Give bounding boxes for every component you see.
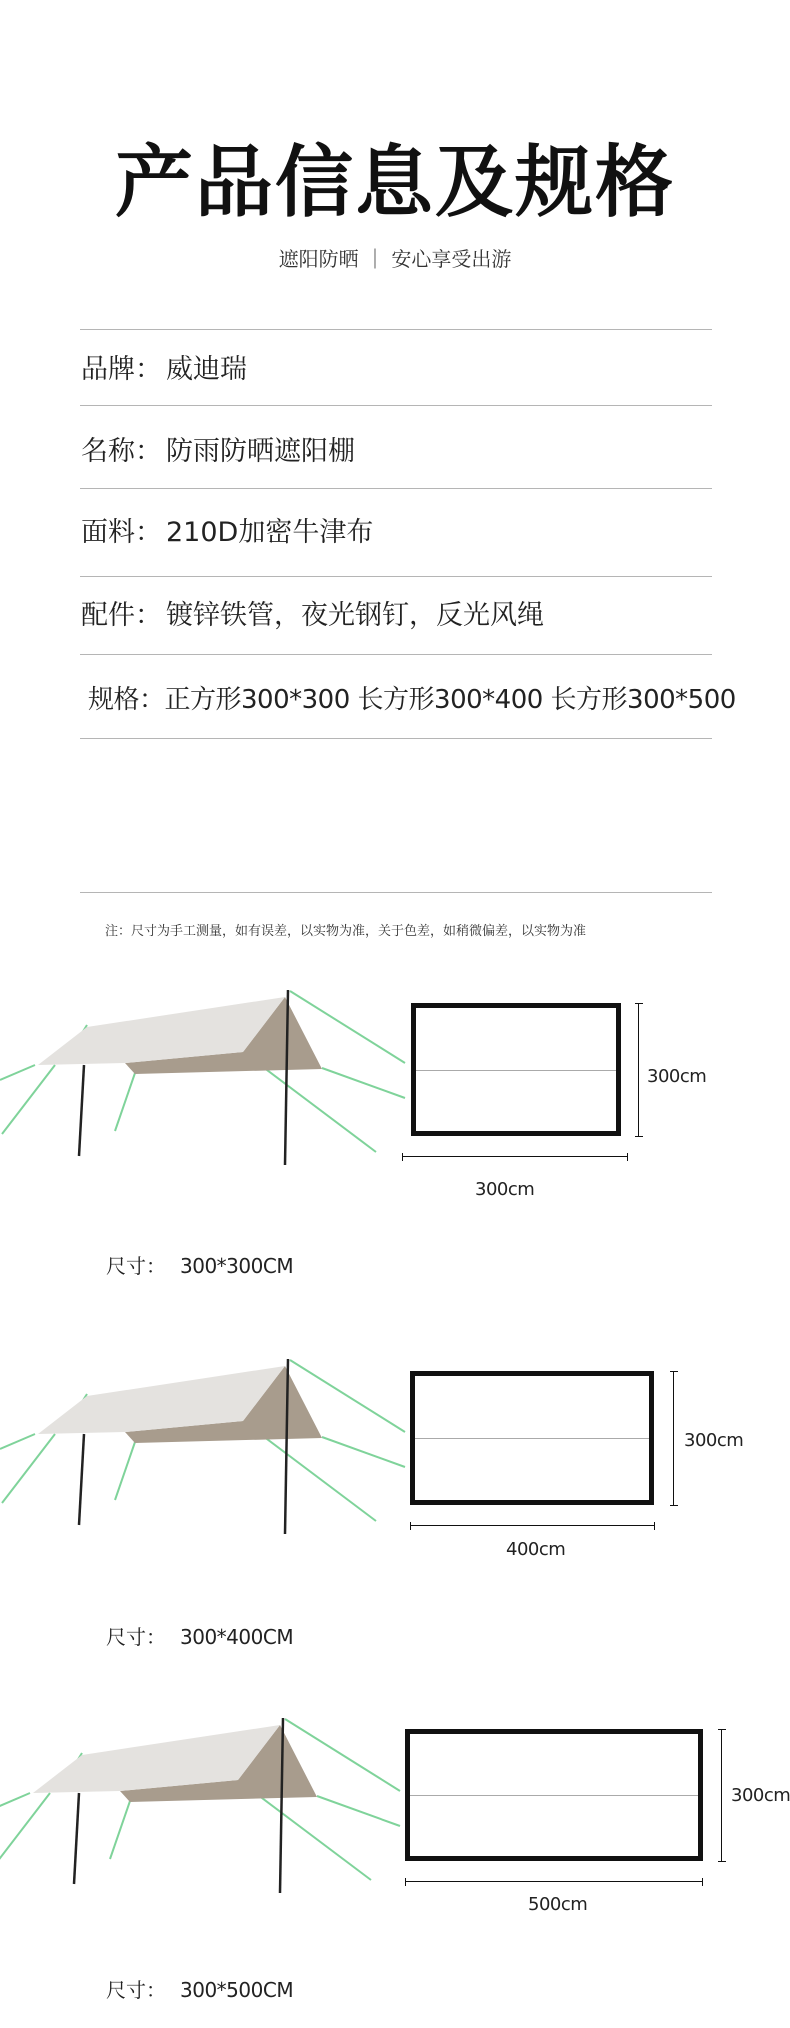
width-dimension-line	[410, 1522, 655, 1530]
guy-line	[115, 1442, 135, 1500]
fold-line	[410, 1795, 698, 1796]
guy-line	[110, 1801, 130, 1859]
spec-row-accessories	[81, 598, 544, 634]
spec-value: 防雨防晒遮阳棚	[166, 436, 355, 467]
spec-row-name	[81, 434, 355, 470]
size-caption	[106, 1624, 293, 1650]
fold-line	[416, 1070, 616, 1071]
width-dimension-line	[405, 1878, 703, 1886]
size-value: 300*500CM	[180, 1978, 294, 2002]
divider	[80, 654, 712, 655]
spec-label: 品牌：	[81, 354, 162, 385]
height-dimension-line	[670, 1371, 678, 1506]
height-label: 300cm	[731, 1785, 790, 1806]
spec-row-brand	[81, 352, 247, 388]
size-label: 尺寸：	[106, 1254, 166, 1278]
guy-line	[317, 1796, 400, 1826]
width-label: 300cm	[475, 1179, 535, 1200]
spec-row-fabric	[81, 515, 373, 551]
guy-line	[0, 1434, 35, 1449]
spec-value: 威迪瑞	[166, 354, 247, 385]
spec-value: 镀锌铁管，夜光钢钉，反光风绳	[166, 600, 544, 631]
tarp-plan-diagram	[405, 1729, 703, 1861]
size-value: 300*300CM	[180, 1254, 294, 1278]
spec-row-sizes	[88, 682, 736, 718]
divider	[80, 488, 712, 489]
page-subtitle: 遮阳防晒 ｜ 安心享受出游	[278, 247, 512, 271]
spec-value: 正方形300*300 长方形300*400 长方形300*500	[164, 685, 736, 715]
tent-pole	[79, 1065, 84, 1156]
guy-line	[322, 1068, 405, 1098]
size-label: 尺寸：	[106, 1625, 166, 1649]
spec-label: 配件：	[81, 600, 162, 631]
page-title: 产品信息及规格	[114, 138, 675, 228]
guy-line	[322, 1437, 405, 1467]
size-caption	[106, 1253, 293, 1279]
divider	[80, 576, 712, 577]
spec-label: 名称：	[81, 436, 162, 467]
tent-illustration	[0, 1354, 410, 1554]
tarp-plan-diagram	[410, 1371, 654, 1505]
fold-line	[415, 1438, 649, 1439]
size-caption	[106, 1977, 293, 2003]
width-dimension-line	[402, 1153, 628, 1161]
guy-line	[115, 1073, 135, 1131]
spec-value: 210D加密牛津布	[166, 517, 374, 548]
divider	[80, 329, 712, 330]
height-label: 300cm	[647, 1066, 707, 1087]
guy-line	[0, 1065, 35, 1080]
tent-illustration	[0, 1713, 405, 1913]
tent-pole	[74, 1793, 79, 1884]
divider	[80, 405, 712, 406]
width-label: 500cm	[528, 1894, 588, 1915]
measurement-note: 注：尺寸为手工测量，如有误差，以实物为准，关于色差，如稍微偏差，以实物为准	[105, 924, 587, 939]
width-label: 400cm	[506, 1539, 566, 1560]
divider	[80, 892, 712, 893]
spec-label: 规格：	[88, 685, 165, 715]
divider	[80, 738, 712, 739]
height-dimension-line	[718, 1729, 726, 1862]
height-dimension-line	[635, 1003, 643, 1137]
size-label: 尺寸：	[106, 1978, 166, 2002]
height-label: 300cm	[684, 1430, 744, 1451]
tent-illustration	[0, 985, 410, 1185]
size-value: 300*400CM	[180, 1625, 294, 1649]
guy-line	[0, 1793, 30, 1808]
spec-label: 面料：	[81, 517, 162, 548]
tent-pole	[79, 1434, 84, 1525]
tarp-plan-diagram	[411, 1003, 621, 1136]
